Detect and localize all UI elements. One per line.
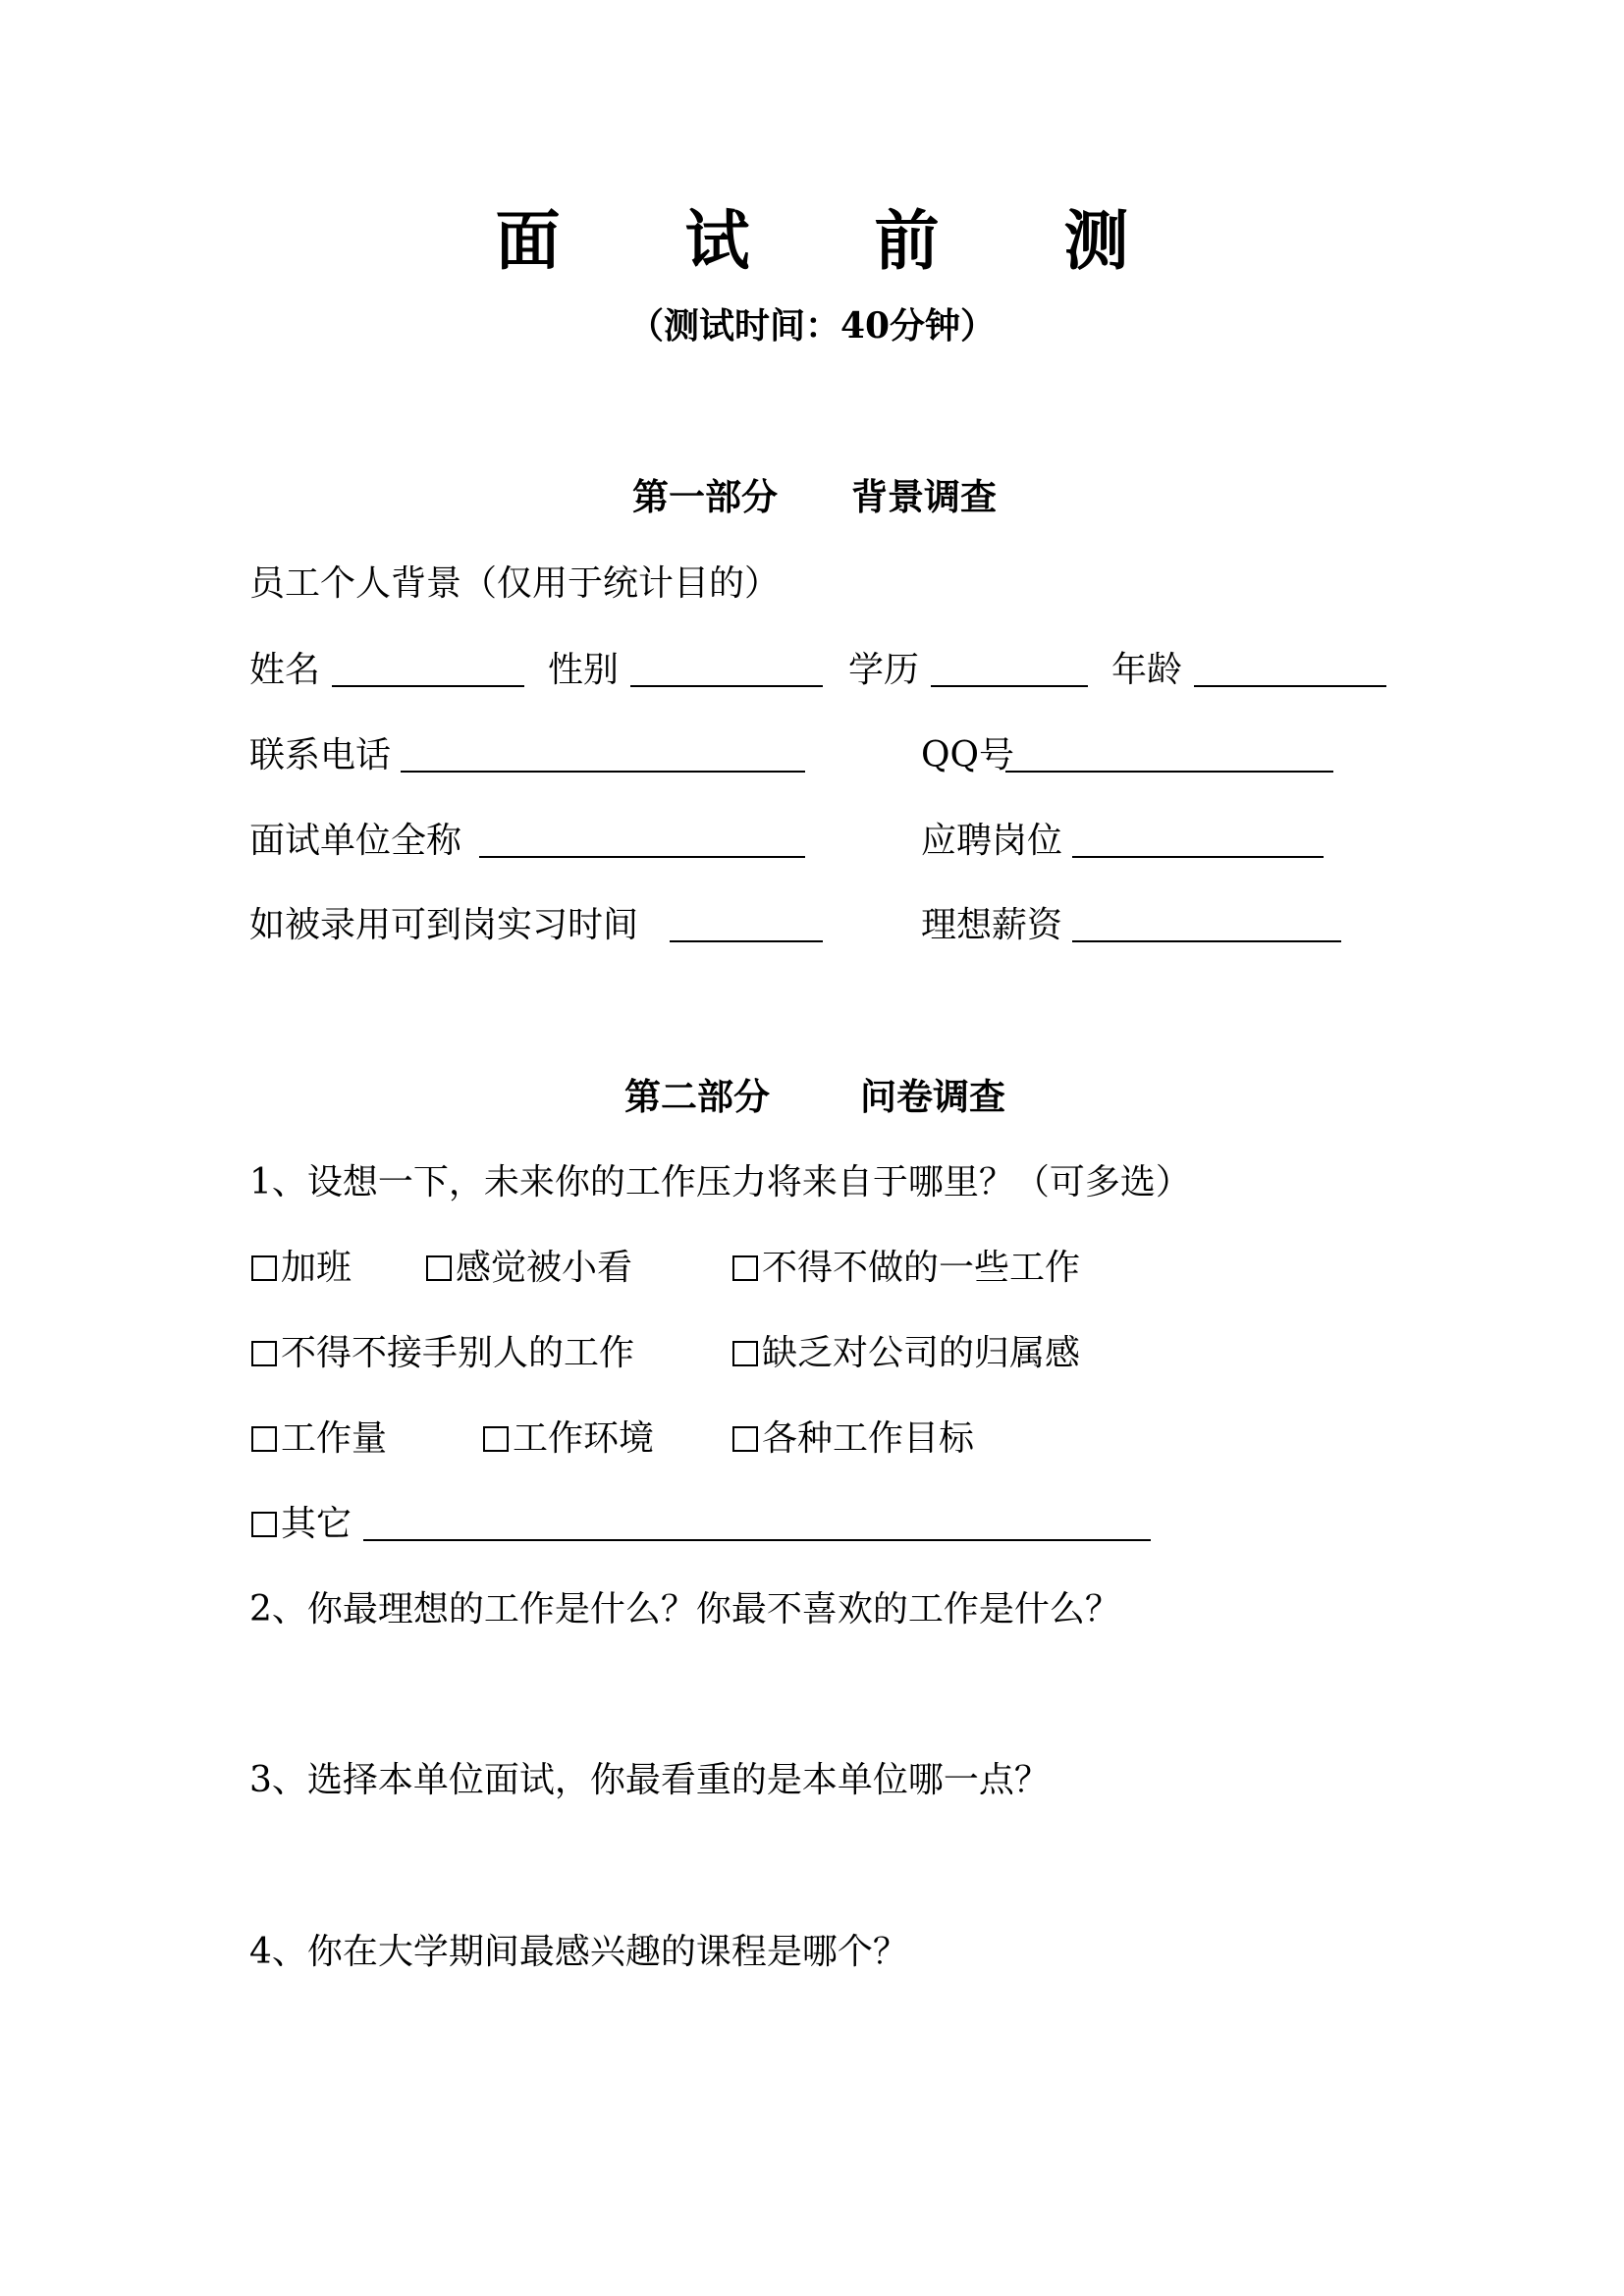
question-1: 1、设想一下，未来你的工作压力将来自于哪里？（可多选）: [249, 1162, 1191, 1202]
checkbox[interactable]: [426, 1255, 452, 1281]
question-4: 4、你在大学期间最感兴趣的课程是哪个？: [249, 1932, 908, 1972]
option-label: 感觉被小看: [456, 1248, 633, 1288]
option-label: 其它: [281, 1504, 352, 1544]
part2-heading-number: 第二部分: [624, 1076, 770, 1118]
checkbox[interactable]: [483, 1426, 509, 1452]
page-subtitle: （测试时间：40分钟）: [627, 305, 997, 347]
checkbox[interactable]: [732, 1426, 758, 1452]
part1-heading-number: 第一部分: [632, 476, 778, 518]
question-2: 2、你最理想的工作是什么？你最不喜欢的工作是什么？: [249, 1589, 1120, 1629]
option-lack-of-belonging[interactable]: [732, 1329, 1080, 1378]
name-label: 姓名: [249, 650, 321, 690]
option-label: 不得不做的一些工作: [762, 1248, 1081, 1288]
question-3: 3、选择本单位面试，你最看重的是本单位哪一点？: [249, 1760, 1050, 1800]
salary-input-line[interactable]: [1072, 940, 1341, 942]
position-label: 应聘岗位: [921, 821, 1063, 861]
part1-intro: 员工个人背景（仅用于统计目的）: [249, 563, 781, 604]
option-label: 加班: [281, 1248, 352, 1288]
age-input-line[interactable]: [1194, 685, 1386, 687]
checkbox[interactable]: [732, 1255, 758, 1281]
page-title: 面 试 前 测: [495, 202, 1180, 279]
option-unavoidable-work[interactable]: [732, 1244, 1080, 1293]
education-input-line[interactable]: [931, 685, 1088, 687]
position-input-line[interactable]: [1072, 856, 1324, 858]
checkbox[interactable]: [251, 1341, 277, 1366]
gender-label: 性别: [548, 650, 620, 690]
option-workload[interactable]: [251, 1415, 387, 1464]
part2-heading-name: 问卷调查: [860, 1076, 1005, 1118]
company-label: 面试单位全称: [249, 821, 462, 861]
qq-label: QQ号: [921, 735, 1015, 775]
company-input-line[interactable]: [479, 856, 805, 858]
checkbox[interactable]: [251, 1255, 277, 1281]
option-label: 工作环境: [513, 1418, 655, 1459]
option-label: 工作量: [281, 1418, 388, 1459]
option-work-goals[interactable]: [732, 1415, 974, 1464]
checkbox[interactable]: [732, 1341, 758, 1366]
salary-label: 理想薪资: [921, 905, 1063, 945]
option-label: 不得不接手别人的工作: [281, 1333, 635, 1373]
part1-heading-name: 背景调查: [851, 476, 997, 518]
qq-input-line[interactable]: [1005, 771, 1333, 773]
option-label: 缺乏对公司的归属感: [762, 1333, 1081, 1373]
option-take-over-others-work[interactable]: [251, 1329, 634, 1378]
checkbox[interactable]: [251, 1426, 277, 1452]
other-input-line[interactable]: [363, 1539, 1151, 1541]
option-other[interactable]: [251, 1500, 352, 1549]
gender-input-line[interactable]: [630, 685, 823, 687]
phone-label: 联系电话: [249, 735, 392, 775]
education-label: 学历: [848, 650, 920, 690]
age-label: 年龄: [1111, 650, 1183, 690]
name-input-line[interactable]: [332, 685, 524, 687]
option-label: 各种工作目标: [762, 1418, 975, 1459]
option-overtime[interactable]: [251, 1244, 352, 1293]
internship-time-input-line[interactable]: [670, 940, 823, 942]
checkbox[interactable]: [251, 1512, 277, 1537]
option-looked-down-upon[interactable]: [426, 1244, 632, 1293]
phone-input-line[interactable]: [401, 771, 805, 773]
option-work-environment[interactable]: [483, 1415, 654, 1464]
internship-time-label: 如被录用可到岗实习时间: [249, 905, 639, 945]
